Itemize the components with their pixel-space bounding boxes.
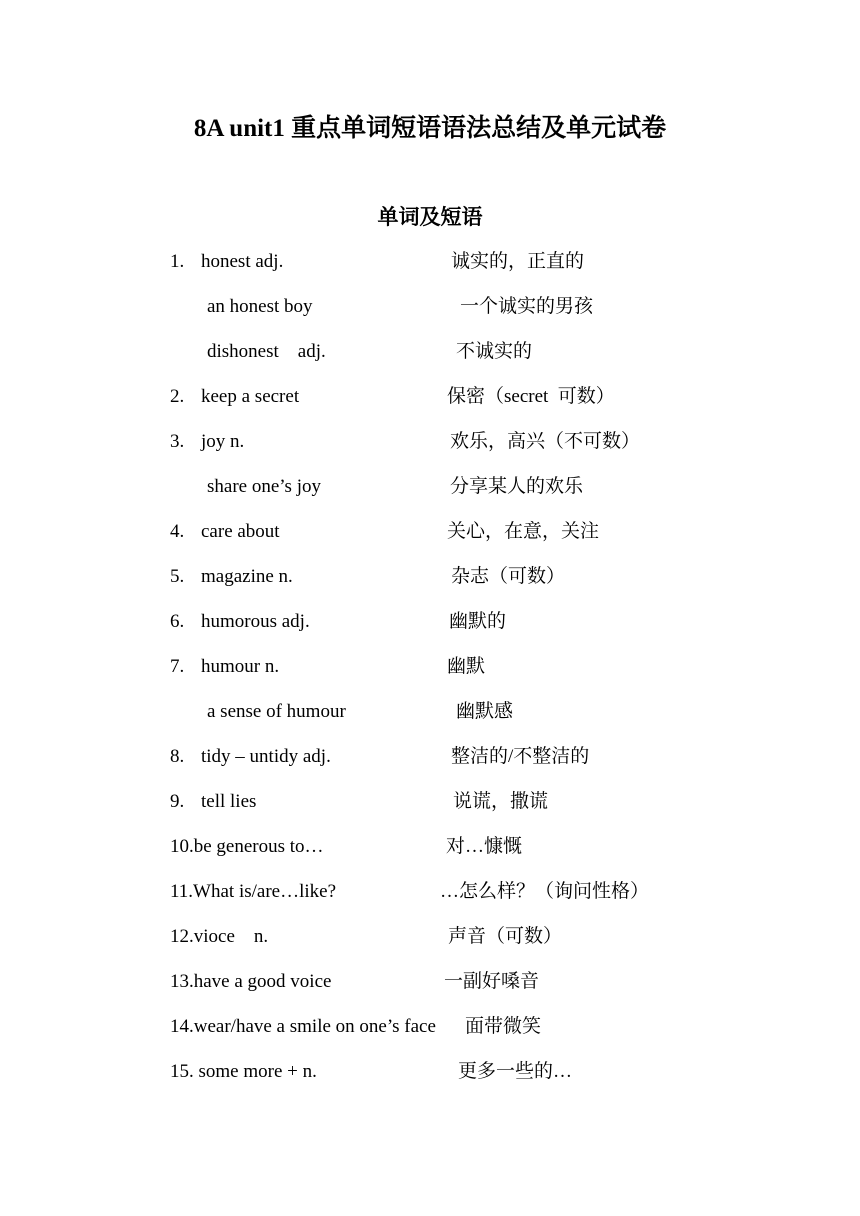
vocab-term: magazine n.	[201, 566, 293, 587]
vocab-meaning: 不诚实的	[456, 341, 533, 362]
document-title: 8A unit1 重点单词短语语法总结及单元试卷	[193, 115, 667, 142]
vocab-meaning: 声音（可数）	[448, 926, 563, 947]
vocab-meaning: 欢乐，高兴（不可数）	[450, 431, 641, 452]
vocab-term: 13.have a good voice	[170, 971, 332, 992]
vocab-term: keep a secret	[201, 386, 300, 407]
vocab-row	[0, 470, 860, 515]
vocab-row	[0, 740, 860, 785]
vocab-row	[0, 650, 860, 695]
vocab-meaning: 关心，在意，关注	[447, 521, 600, 542]
vocab-term: humorous adj.	[201, 611, 310, 632]
vocab-row	[0, 605, 860, 650]
vocab-term: care about	[201, 521, 280, 542]
vocab-meaning: 保密（secret 可数）	[447, 386, 615, 407]
vocab-meaning: 幽默感	[456, 701, 514, 722]
vocab-term: 10.be generous to…	[170, 836, 324, 857]
vocab-meaning: 杂志（可数）	[451, 566, 566, 587]
item-number: 2.	[170, 386, 185, 407]
vocab-meaning: 幽默	[447, 656, 486, 677]
vocab-meaning: 面带微笑	[465, 1016, 542, 1037]
vocab-row	[0, 785, 860, 830]
vocab-meaning: 整洁的/不整洁的	[451, 746, 590, 767]
vocab-meaning: 更多一些的…	[458, 1061, 573, 1082]
item-number: 6.	[170, 611, 185, 632]
vocab-term: share one’s joy	[207, 476, 321, 497]
item-number: 5.	[170, 566, 185, 587]
vocab-row	[0, 380, 860, 425]
vocab-row	[0, 1055, 860, 1100]
vocab-term: humour n.	[201, 656, 280, 677]
vocab-meaning: 一副好嗓音	[444, 971, 540, 992]
vocab-meaning: 说谎，撒谎	[453, 791, 549, 812]
vocab-row	[0, 830, 860, 875]
vocab-list	[0, 245, 860, 1100]
vocab-row	[0, 695, 860, 740]
vocab-term: tell lies	[201, 791, 257, 812]
vocab-row	[0, 335, 860, 380]
vocab-row	[0, 290, 860, 335]
vocab-meaning: 幽默的	[449, 611, 507, 632]
vocab-term: tidy – untidy adj.	[201, 746, 331, 767]
section-title: 单词及短语	[377, 205, 483, 229]
vocab-row	[0, 245, 860, 290]
vocab-row	[0, 920, 860, 965]
item-number: 8.	[170, 746, 185, 767]
vocab-row	[0, 425, 860, 470]
item-number: 1.	[170, 251, 185, 272]
vocab-term: a sense of humour	[207, 701, 346, 722]
vocab-term: 12.vioce n.	[170, 926, 269, 947]
vocab-meaning: 诚实的，正直的	[451, 251, 585, 272]
vocab-term: dishonest adj.	[207, 341, 326, 362]
item-number: 4.	[170, 521, 185, 542]
item-number: 7.	[170, 656, 185, 677]
vocab-term: honest adj.	[201, 251, 284, 272]
vocab-row	[0, 965, 860, 1010]
vocab-term: an honest boy	[207, 296, 313, 317]
vocab-meaning: 一个诚实的男孩	[460, 296, 594, 317]
vocab-term: 15. some more + n.	[170, 1061, 317, 1082]
item-number: 9.	[170, 791, 185, 812]
vocab-row	[0, 875, 860, 920]
vocab-term: joy n.	[201, 431, 245, 452]
vocab-row	[0, 560, 860, 605]
vocab-meaning: 对…慷慨	[446, 836, 523, 857]
vocab-row	[0, 515, 860, 560]
vocab-row	[0, 1010, 860, 1055]
vocab-term: 11.What is/are…like?	[170, 881, 337, 902]
item-number: 3.	[170, 431, 185, 452]
vocab-term: 14.wear/have a smile on one’s face	[170, 1016, 436, 1037]
vocab-meaning: …怎么样？（询问性格）	[440, 881, 650, 902]
vocab-meaning: 分享某人的欢乐	[450, 476, 584, 497]
